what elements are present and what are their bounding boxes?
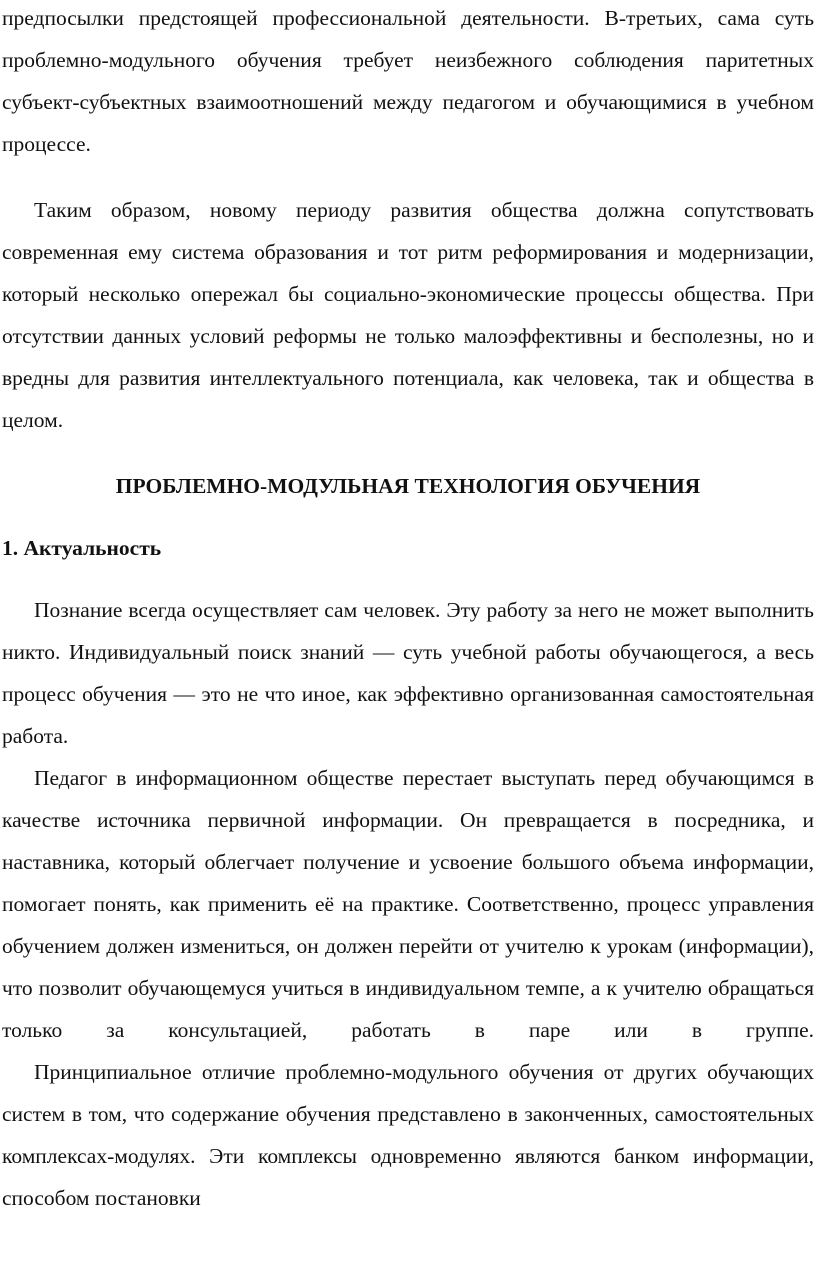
paragraph-continuation: предпосылки предстоящей профессиональной деятельности. В-третьих, сама суть проблемно-модульного обучения требует неизбежного соблюдения паритетных субъект-субъектных взаимоотношений между педагогом и обучающимися в учебном процессе. xyxy=(2,6,814,156)
paragraph-principal-difference: Принципиальное отличие проблемно-модульного обучения от других обучающих систем в том, что содержание обучения представлено в законченных, самостоятельных комплексах-модулях. Эти комплексы одновременно являются банком информации, способом постановки xyxy=(2,1060,814,1210)
paragraph-conclusion: Таким образом, новому периоду развития общества должна сопутствовать современная ему система образования и тот ритм реформирования и модернизации, который несколько опережал бы социально-экономические процессы общества. При отсутствии данных условий реформы не только малоэффективны и бесполезны, но и вредны для развития интеллектуального потенциала, как человека, так и общества в целом. xyxy=(2,198,814,432)
paragraph-cognition: Познание всегда осуществляет сам человек. Эту работу за него не может выполнить никто. Индивидуальный поиск знаний — суть учебной работы обучающегося, а весь процесс обучения — это не что иное, как эффективно организованная самостоятельная работа. xyxy=(2,598,814,748)
document-page xyxy=(2,0,814,1219)
subsection-title: 1. Актуальность xyxy=(2,536,162,560)
paragraph-teacher-role: Педагог в информационном обществе перестает выступать перед обучающимся в качестве источника первичной информации. Он превращается в посредника, и наставника, который облегчает получение и усвоение большого объема информации, помогает понять, как применить её на практике. Соответственно, процесс управления обучением должен измениться, он должен перейти от учителю к урокам (информации), что позволит обучающемуся учиться в индивидуальном темпе, а к учителю обращаться только за консультацией, работать в паре или в группе. xyxy=(2,766,814,1042)
section-heading: ПРОБЛЕМНО-МОДУЛЬНАЯ ТЕХНОЛОГИЯ ОБУЧЕНИЯ xyxy=(115,474,701,498)
